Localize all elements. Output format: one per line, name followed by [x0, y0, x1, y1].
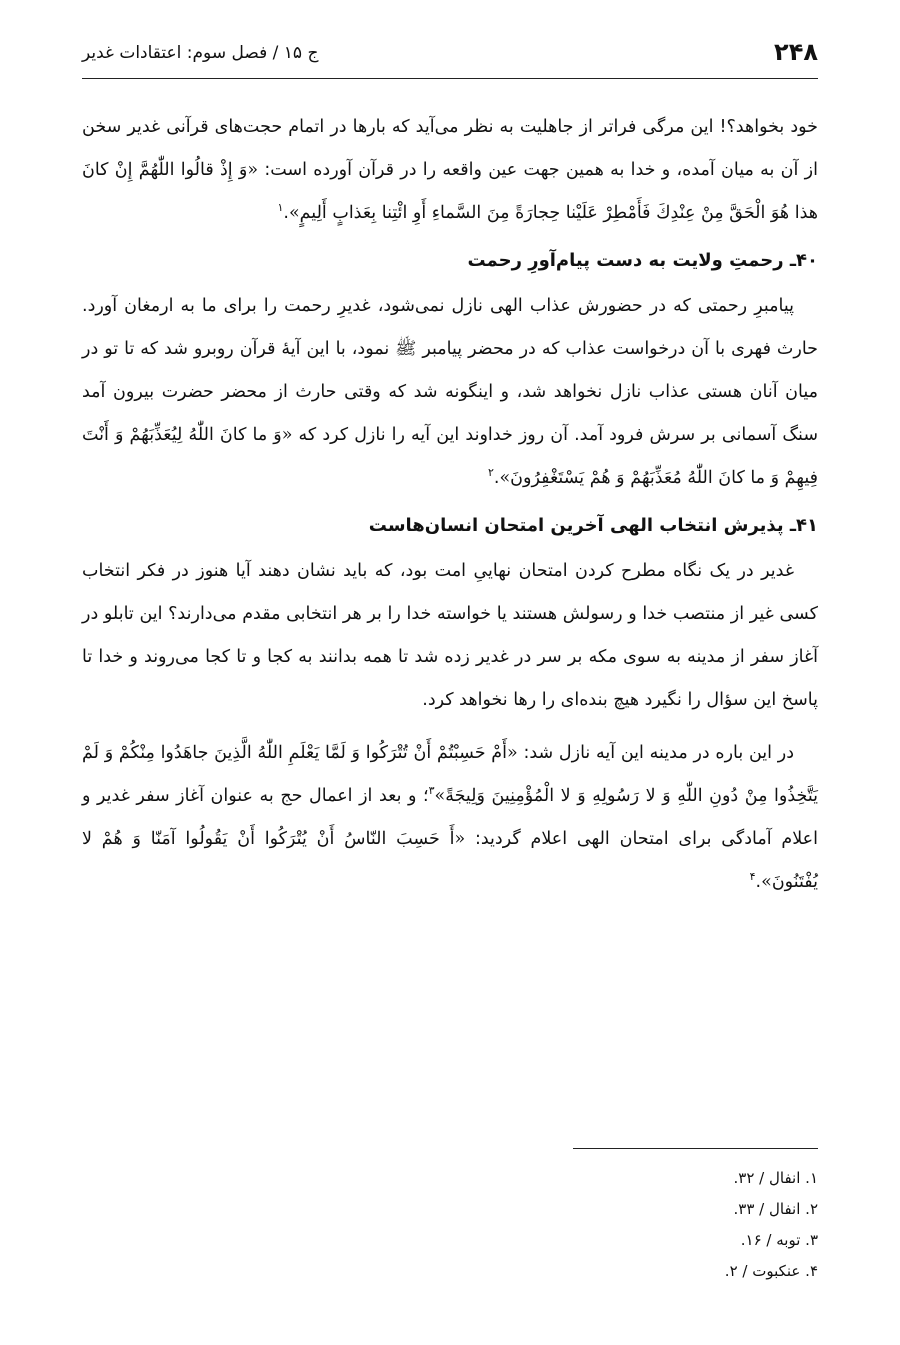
paragraph	[82, 732, 818, 904]
page-body	[82, 106, 818, 904]
paragraph	[82, 285, 818, 500]
paragraph-text: پیامبرِ رحمتی که در حضورش عذاب الهی نازل نمی‌شود، غدیرِ رحمت را برای ما به ارمغان آورد. حارث فهری با آن درخواست عذاب که در محضر پیامبر ﷺ نمود، با این آیهٔ قرآن روبرو شد که تا تو در میان آنان هستی عذاب نازل نخواهد شد، و اینگونه شد که وقتی حارث از محضر حضرت بیرون آمد سنگ آسمانی بر سرش فرود آمد. آن روز خداوند این آیه را نازل کرد که	[82, 296, 818, 445]
page-number: ۲۴۸	[774, 38, 818, 66]
punctuation: .	[493, 468, 500, 488]
paragraph-text: در این باره در مدینه این آیه نازل شد:	[517, 743, 794, 763]
footnote-ref[interactable]: ۱	[277, 201, 284, 215]
footnote-ref[interactable]: ۲	[487, 466, 494, 480]
punctuation: .	[755, 872, 762, 892]
section-heading: ۴۰ـ رحمتِ ولایت به دست پیام‌آورِ رحمت	[467, 250, 818, 271]
book-page	[82, 36, 818, 1326]
section-heading: ۴۱ـ پذیرش انتخاب الهی آخرین امتحان انسان‌هاست	[368, 515, 818, 536]
paragraph	[82, 106, 818, 235]
footnote-ref[interactable]: ۴	[749, 870, 756, 884]
punctuation: .	[283, 203, 289, 223]
quran-quote: «وَ إِذْ قالُوا اللّٰهُمَّ إِنْ كانَ هذا هُوَ الْحَقَّ مِنْ عِنْدِكَ فَأَمْطِرْ عَلَيْنا حِجارَةً مِنَ السَّماءِ أَوِ ائْتِنا بِعَذابٍ أَلِيمٍ»	[82, 160, 818, 223]
footnote-divider	[573, 1148, 818, 1149]
footnote: ۳. توبه / ۱۶.	[740, 1231, 818, 1249]
paragraph: غدیر در یک نگاه مطرح کردن امتحان نهاییِ امت بود، که باید نشان دهند آیا هنوز در فکر انتخاب کسی غیر از منتصب خدا و رسولش هستند یا خواسته خدا را بر هر انتخابی مقدم می‌دارند؟ این تابلو در آغاز سفر از مدینه به سوی مکه بر سر در غدیر زده شد تا همه بدانند به کجا و تا کجا می‌روند و خدا تا پاسخ این سؤال را نگیرد هیچ بنده‌ای را رها نخواهد کرد.	[82, 561, 818, 710]
quran-quote: «وَ ما كانَ اللّٰهُ لِيُعَذِّبَهُمْ وَ أَنْتَ فِيهِمْ وَ ما كانَ اللّٰهُ مُعَذِّبَهُمْ وَ هُمْ يَسْتَغْفِرُونَ»	[82, 425, 818, 488]
footnote: ۴. عنکبوت / ۲.	[724, 1262, 818, 1280]
footnote: ۱. انفال / ۳۲.	[733, 1169, 818, 1187]
paragraph-text: ؛ و بعد از اعمال حج به عنوان آغاز سفر غدیر و اعلام آمادگی برای امتحان الهی اعلام گردید:	[82, 786, 818, 849]
footnote-ref[interactable]: ۳	[428, 784, 435, 798]
paragraph-text: خود بخواهد؟! این مرگی فراتر از جاهلیت به نظر می‌آید که بارها در اتمام حجت‌های قرآنی غدیر سخن از آن به میان آمده، و خدا به همین جهت عین واقعه را در قرآن آورده است:	[82, 117, 818, 180]
quran-quote: «أَمْ حَسِبْتُمْ أَنْ تُتْرَكُوا وَ لَمَّا يَعْلَمِ اللّٰهُ الَّذِينَ جاهَدُوا مِنْكُمْ وَ لَمْ يَتَّخِذُوا مِنْ دُونِ اللّٰهِ وَ لا رَسُولِهِ وَ لا الْمُؤْمِنِينَ وَلِيجَةً»	[82, 743, 818, 806]
quran-quote: «أَ حَسِبَ النّاسُ أَنْ يُتْرَكُوا أَنْ يَقُولُوا آمَنّا وَ هُمْ لا يُفْتَنُونَ»	[82, 829, 818, 892]
footnotes	[82, 1148, 818, 1287]
running-title: ج ۱۵ / فصل سوم: اعتقادات غدیر	[82, 43, 319, 63]
page-header	[82, 36, 818, 79]
footnote: ۲. انفال / ۳۳.	[733, 1200, 818, 1218]
